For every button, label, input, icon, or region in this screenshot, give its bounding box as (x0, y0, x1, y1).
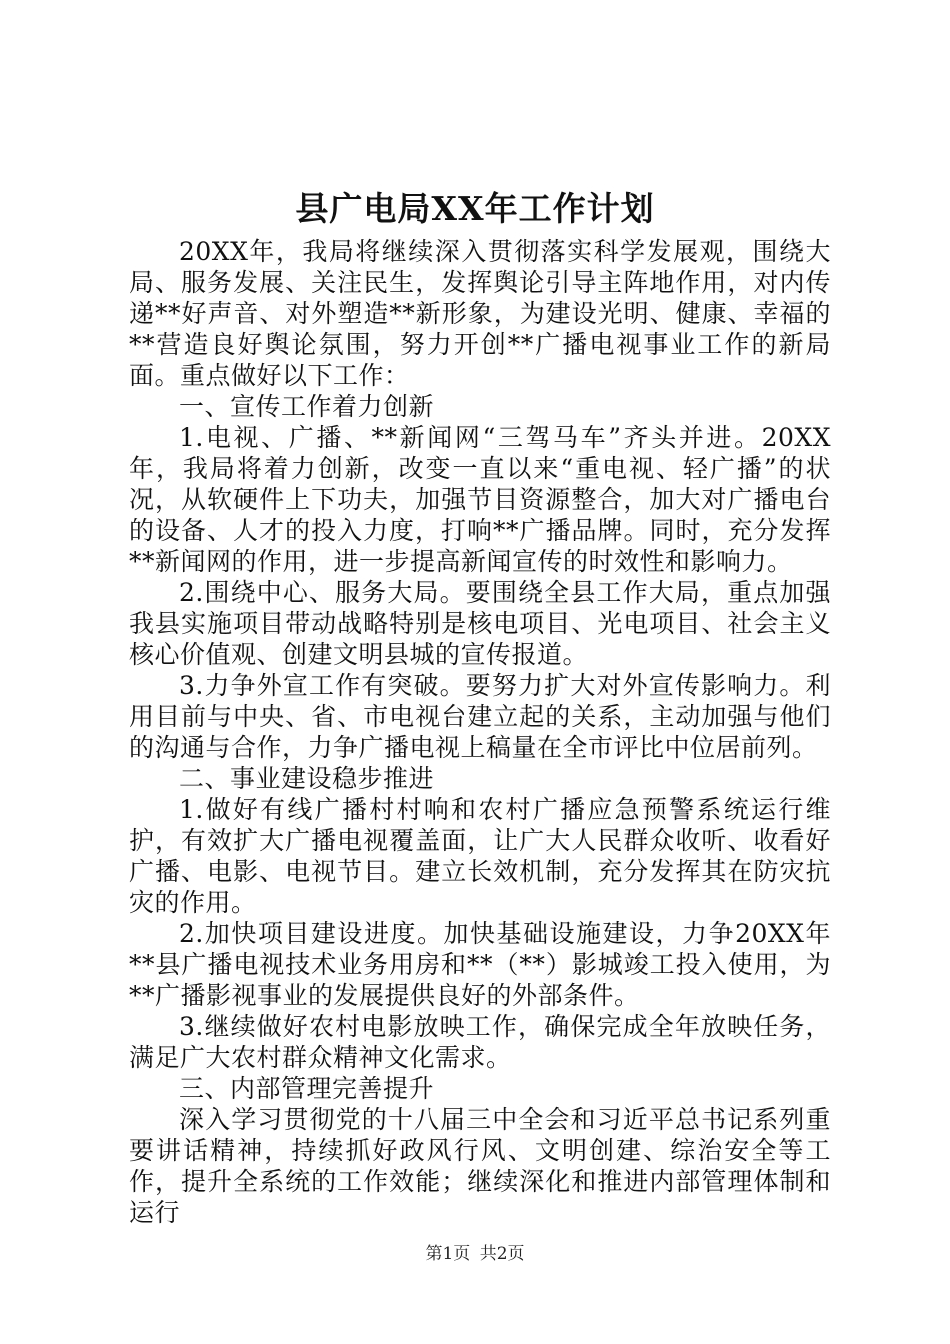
paragraph-intro: 20XX年，我局将继续深入贯彻落实科学发展观，围绕大局、服务发展、关注民生，发挥舆论引导主阵地作用，对内传递**好声音、对外塑造**新形象，为建设光明、健康、幸福的**营造良好舆论氛围，努力开创**广播电视事业工作的新局面。重点做好以下工作： (129, 237, 831, 390)
paragraph-2-1: 1.做好有线广播村村响和农村广播应急预警系统运行维护，有效扩大广播电视覆盖面，让广大人民群众收听、收看好广播、电影、电视节目。建立长效机制，充分发挥其在防灾抗灾的作用。 (129, 795, 831, 917)
section-heading-2: 二、事业建设稳步推进 (179, 764, 435, 793)
paragraph-1-3: 3.力争外宣工作有突破。要努力扩大对外宣传影响力。利用目前与中央、省、市电视台建立起的关系，主动加强与他们的沟通与合作，力争广播电视上稿量在全市评比中位居前列。 (129, 671, 831, 762)
section-heading-3: 三、内部管理完善提升 (179, 1074, 435, 1103)
document-title: 县广电局XX年工作计划 (295, 189, 655, 228)
paragraph-1-2: 2.围绕中心、服务大局。要围绕全县工作大局，重点加强我县实施项目带动战略特别是核电项目、光电项目、社会主义核心价值观、创建文明县城的宣传报道。 (129, 578, 831, 669)
paragraph-2-3: 3.继续做好农村电影放映工作，确保完成全年放映任务，满足广大农村群众精神文化需求。 (129, 1012, 831, 1072)
paragraph-3-1: 深入学习贯彻党的十八届三中全会和习近平总书记系列重要讲话精神，持续抓好政风行风、文明创建、综治安全等工作，提升全系统的工作效能；继续深化和推进内部管理体制和运行 (129, 1105, 831, 1227)
paragraph-1-1: 1.电视、广播、**新闻网“三驾马车”齐头并进。20XX年，我局将着力创新，改变一直以来“重电视、轻广播”的状况，从软硬件上下功夫，加强节目资源整合，加大对广播电台的设备、人才的投入力度，打响**广播品牌。同时，充分发挥**新闻网的作用，进一步提高新闻宣传的时效性和影响力。 (129, 423, 831, 576)
section-heading-1: 一、宣传工作着力创新 (179, 392, 435, 421)
page-number: 第1页 (425, 1244, 471, 1264)
document-body (129, 236, 831, 1228)
page-footer (0, 1242, 950, 1266)
paragraph-2-2: 2.加快项目建设进度。加快基础设施建设，力争20XX年**县广播电视技术业务用房和**（**）影城竣工投入使用，为**广播影视事业的发展提供良好的外部条件。 (129, 919, 831, 1010)
page-total: 共2页 (479, 1244, 525, 1264)
